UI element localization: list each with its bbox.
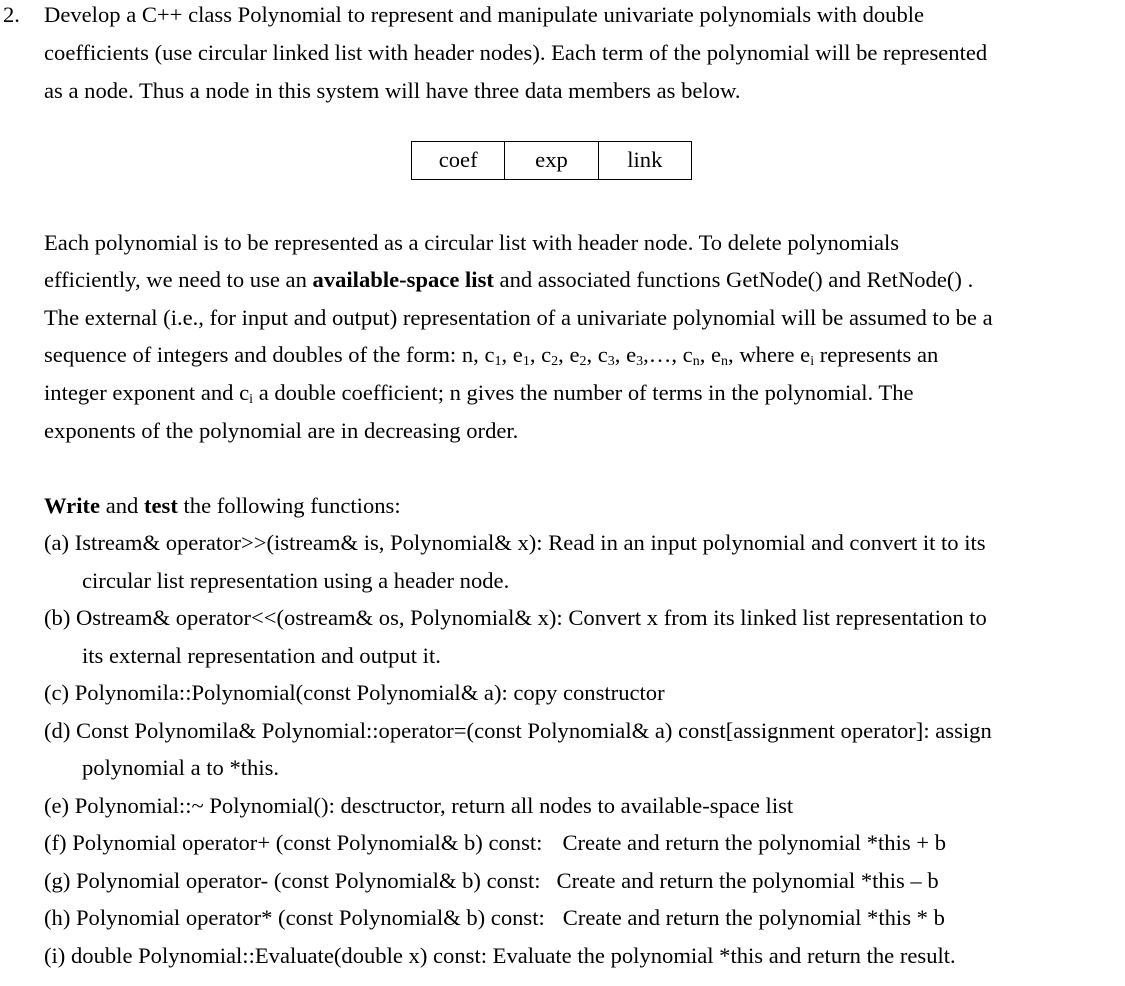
function-i: (i) double Polynomial::Evaluate(double x) const: Evaluate the polynomial *this and return the result.	[44, 943, 956, 968]
task-heading: Write and test the following functions:	[44, 493, 401, 518]
node-field-link: link	[627, 147, 663, 172]
item-number: 2.	[3, 2, 20, 27]
function-d-line-1: (d) Const Polynomila& Polynomial::operator=(const Polynomial& a) const[assignment operator]: assign	[44, 718, 992, 743]
para2-line-6: exponents of the polynomial are in decreasing order.	[44, 418, 519, 443]
function-a-line-1: (a) Istream& operator>>(istream& is, Polynomial& x): Read in an input polynomial and convert it to its	[44, 530, 986, 555]
function-h: (h) Polynomial operator* (const Polynomial& b) const: Create and return the polynomial *this * b	[44, 905, 945, 930]
node-field-coef: coef	[412, 142, 505, 179]
node-field-exp: exp	[505, 142, 598, 179]
intro-line-2: coefficients (use circular linked list with header nodes). Each term of the polynomial will be represented	[44, 40, 988, 65]
para2-line-3: The external (i.e., for input and output) representation of a univariate polynomial will be assumed to be a	[44, 305, 993, 330]
function-d-line-2: polynomial a to *this.	[82, 755, 280, 780]
intro-line-3: as a node. Thus a node in this system will have three data members as below.	[44, 78, 741, 103]
available-space-list-term: available-space list	[312, 267, 494, 292]
para2-line-1: Each polynomial is to be represented as a circular list with header node. To delete polynomials	[44, 230, 900, 255]
function-b-line-2: its external representation and output it.	[82, 643, 441, 668]
intro-line-1: Develop a C++ class Polynomial to represent and manipulate univariate polynomials with double	[44, 2, 925, 27]
para2-line-5: integer exponent and $c_i$ a double coefficient; n gives the number of terms in the polynomial. The	[44, 380, 914, 407]
function-b-line-1: (b) Ostream& operator<<(ostream& os, Polynomial& x): Convert x from its linked list representation to	[44, 605, 987, 630]
node-structure-diagram	[411, 141, 692, 180]
para2-line-4: sequence of integers and doubles of the form: n, $c_1$, $e_1$, $c_2$, $e_2$, $c_3$, $e_3,\dots$, $c_n$, $e_n$, where $e_i$ represents an	[44, 342, 939, 369]
function-e: (e) Polynomial::~ Polynomial(): desctructor, return all nodes to available-space list	[44, 793, 794, 818]
para2-line-2: efficiently, we need to use an available-space list and associated functions GetNode() and RetNode() .	[44, 267, 974, 292]
function-c: (c) Polynomila::Polynomial(const Polynomial& a): copy constructor	[44, 680, 665, 705]
function-f: (f) Polynomial operator+ (const Polynomial& b) const: Create and return the polynomial *this + b	[44, 830, 947, 855]
function-g: (g) Polynomial operator- (const Polynomial& b) const: Create and return the polynomial *this – b	[44, 868, 939, 893]
function-a-line-2: circular list representation using a header node.	[82, 568, 510, 593]
